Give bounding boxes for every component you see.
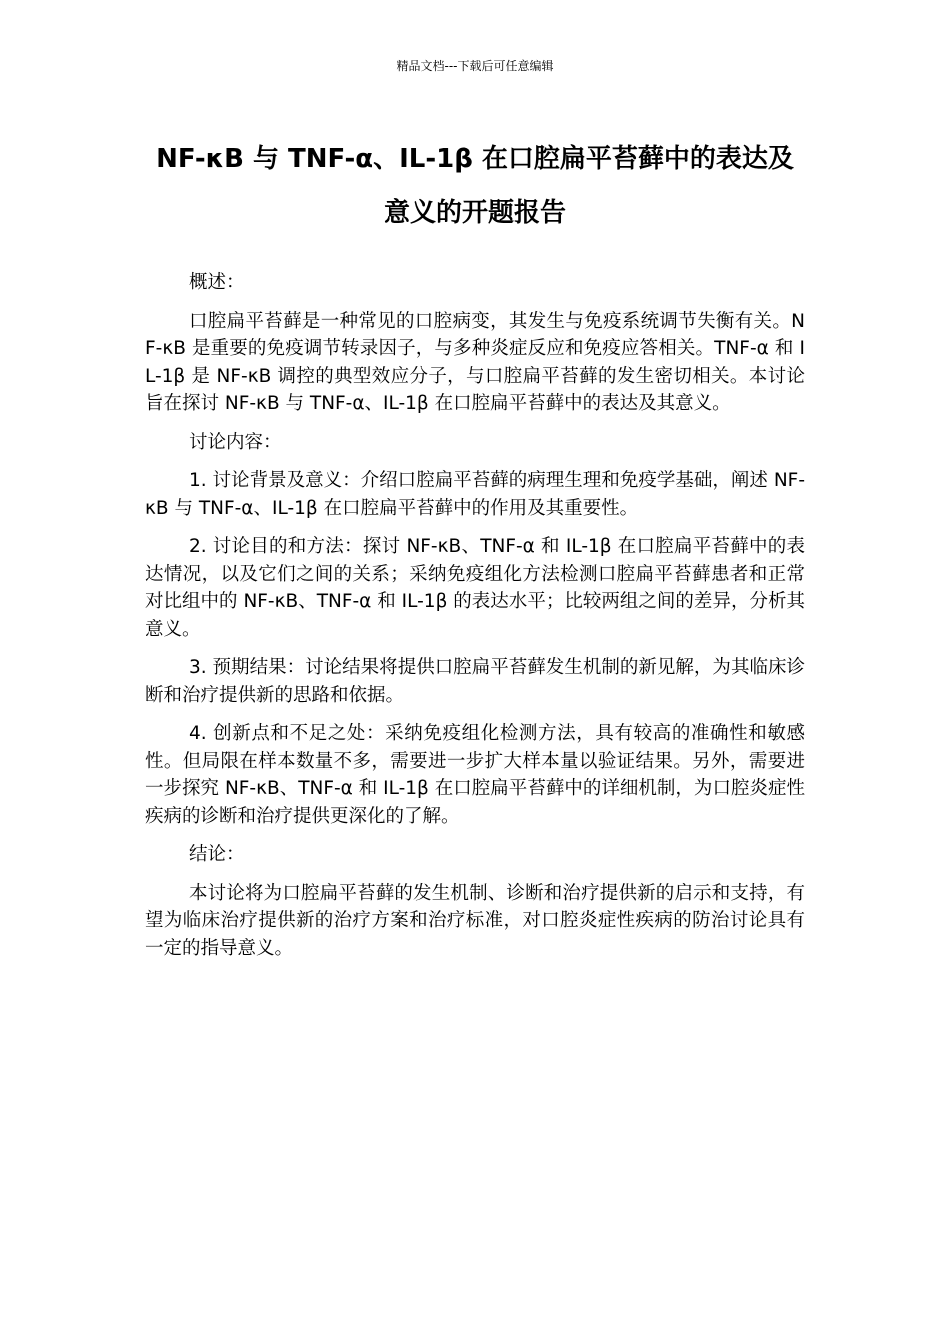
content-item-4: 4. 创新点和不足之处：采纳免疫组化检测方法，具有较高的准确性和敏感性。但局限在样本数量不多，需要进一步扩大样本量以验证结果。另外，需要进一步探究 NF-κB、TNF-α 和 IL-1β 在口腔扁平苔藓中的详细机制，为口腔炎症性疾病的诊断和治疗提供更深化的了解。 [145,723,805,827]
content-item-3: 3. 预期结果：讨论结果将提供口腔扁平苔藓发生机制的新见解，为其临床诊断和治疗提供新的思路和依据。 [145,657,805,706]
content-item-2: 2. 讨论目的和方法：探讨 NF-κB、TNF-α 和 IL-1β 在口腔扁平苔藓中的表达情况，以及它们之间的关系；采纳免疫组化方法检测口腔扁平苔藓患者和正常对比组中的 NF-κB、TNF-α 和 IL-1β 的表达水平；比较两组之间的差异，分析其意义。 [145,536,805,640]
document-title [100,132,850,240]
conclusion-heading: 结论： [189,844,245,865]
overview-heading: 概述： [189,272,245,293]
header-note: 精品文档---下载后可任意编辑 [396,59,554,73]
overview-paragraph: 口腔扁平苔藓是一种常见的口腔病变，其发生与免疫系统调节失衡有关。NF-κB 是重要的免疫调节转录因子，与多种炎症反应和免疫应答相关。TNF-α 和 IL-1β 是 NF-κB 调控的典型效应分子，与口腔扁平苔藓的发生密切相关。本讨论旨在探讨 NF-κB 与 TNF-α、IL-1β 在口腔扁平苔藓中的表达及其意义。 [145,310,805,414]
content-heading: 讨论内容： [189,431,282,453]
title-line-1: NF-κB 与 TNF-α、IL-1β 在口腔扁平苔藓中的表达及 [156,144,794,174]
title-line-2: 意义的开题报告 [383,198,566,228]
content-item-1: 1. 讨论背景及意义：介绍口腔扁平苔藓的病理生理和免疫学基础，阐述 NF-κB 与 TNF-α、IL-1β 在口腔扁平苔藓中的作用及其重要性。 [145,470,805,519]
document-body [145,269,805,973]
conclusion-paragraph: 本讨论将为口腔扁平苔藓的发生机制、诊断和治疗提供新的启示和支持，有望为临床治疗提供新的治疗方案和治疗标准，对口腔炎症性疾病的防治讨论具有一定的指导意义。 [145,882,805,959]
